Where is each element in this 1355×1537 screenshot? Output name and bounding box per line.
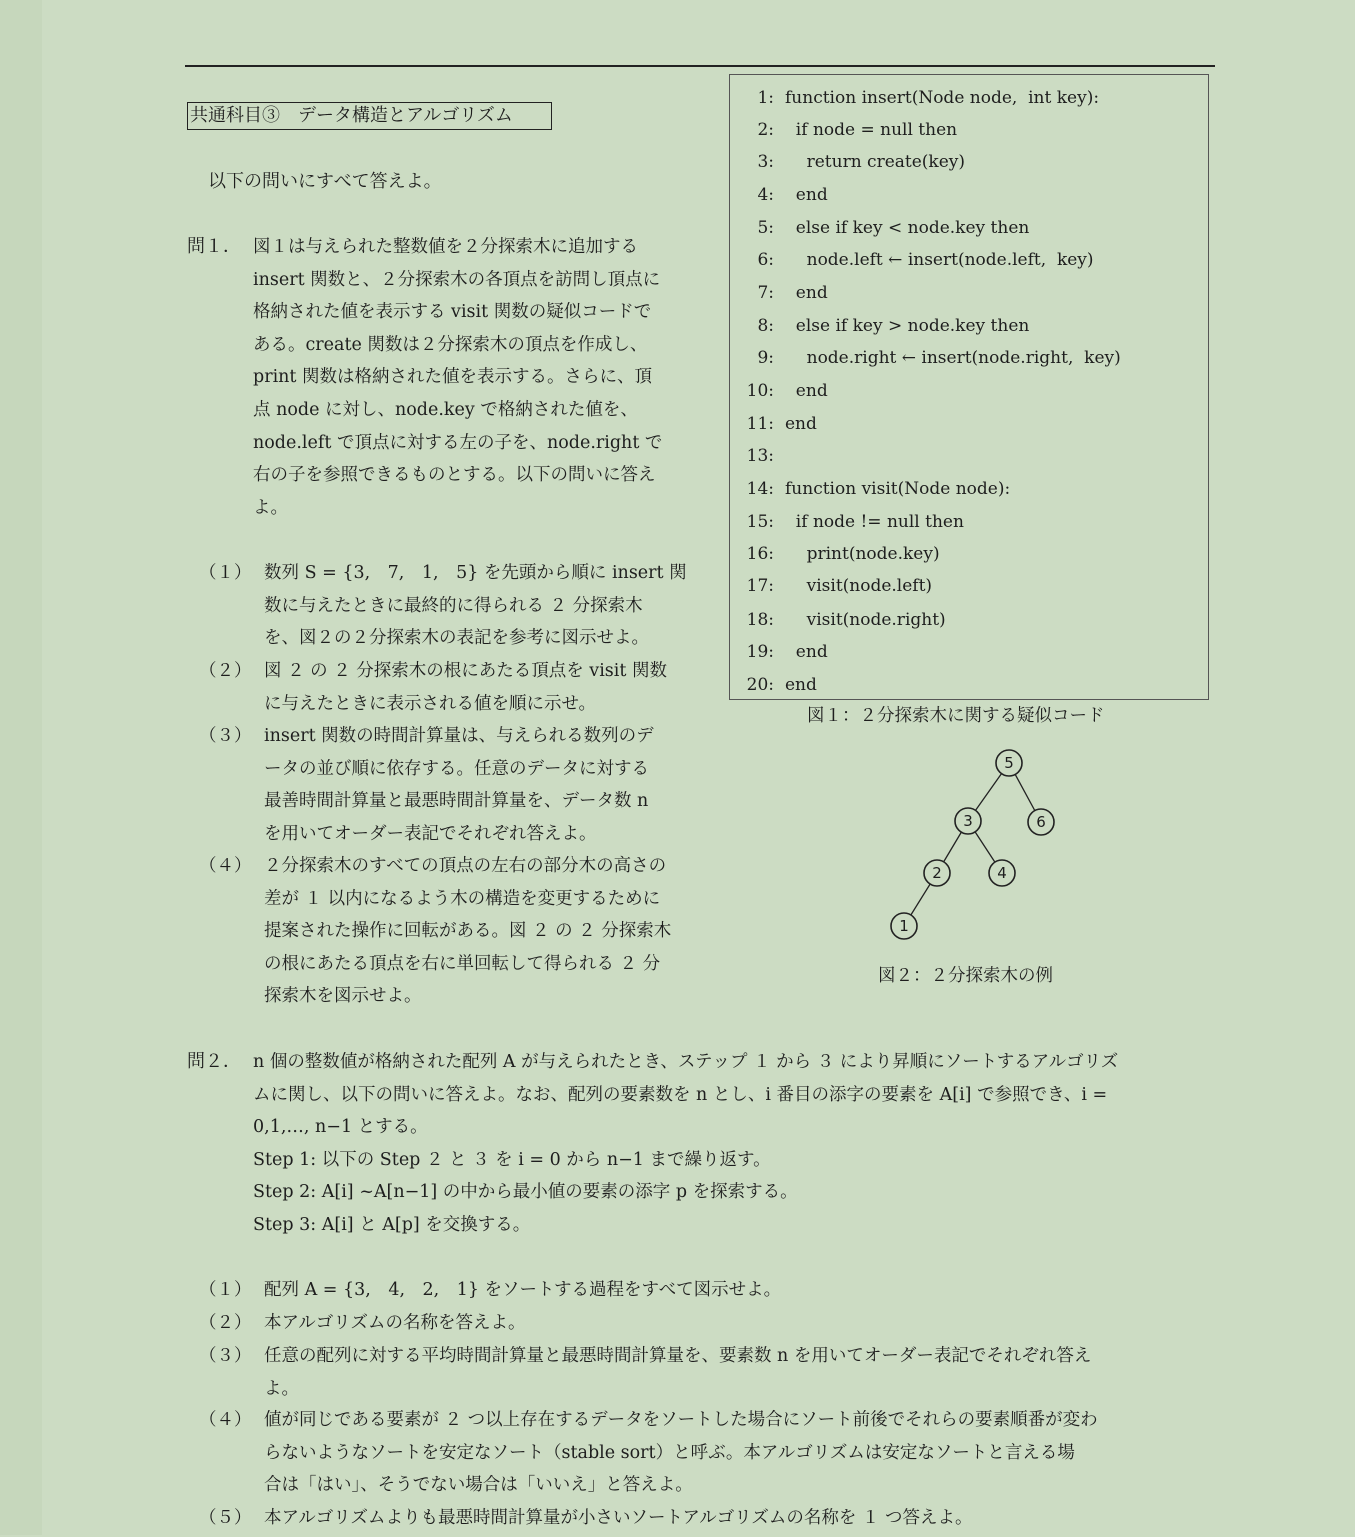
- code-line: 9: node.right ← insert(node.right, key): [757, 348, 1121, 368]
- bst-diagram: [880, 745, 1080, 945]
- q1-line: 右の子を参照できるものとする。以下の問いに答え: [253, 465, 656, 486]
- code-line: 20: end: [746, 675, 817, 695]
- sub-number: （４）: [199, 1410, 252, 1430]
- sub-line: 提案された操作に回転がある。図 ２ の ２ 分探索木: [264, 921, 672, 942]
- sub-number: （２）: [199, 1313, 252, 1333]
- sub-number: （１）: [199, 1280, 252, 1300]
- sub-line: 配列 A = {3, 4, 2, 1} をソートする過程をすべて図示せよ。: [264, 1280, 782, 1300]
- tree-node-label: 5: [1004, 754, 1014, 772]
- q1-line: よ。: [253, 497, 288, 518]
- q2-step: Step 2: A[i] ~A[n−1] の中から最小値の要素の添字 p を探索する。: [253, 1182, 798, 1203]
- sub-line: に与えたときに表示される値を順に示せ。: [264, 693, 596, 714]
- q2-line: ムに関し、以下の問いに答えよ。なお、配列の要素数を n とし、i 番目の添字の要素を A[i] で参照でき、i =: [253, 1084, 1108, 1105]
- code-line: 3: return create(key): [757, 152, 966, 172]
- page-margin: [0, 0, 42, 1535]
- sub-line: の根にあたる頂点を右に単回転して得られる ２ 分: [264, 953, 661, 974]
- sub-line: ータの並び順に依存する。任意のデータに対する: [264, 758, 649, 779]
- code-line: 6: node.left ← insert(node.left, key): [757, 250, 1094, 270]
- q2-step: Step 1: 以下の Step ２ と ３ を i = 0 から n−1 まで繰り返す。: [253, 1149, 771, 1170]
- sub-line: よ。: [264, 1378, 299, 1399]
- pseudocode-box: [729, 74, 1209, 700]
- q2-line: 0,1,…, n−1 とする。: [253, 1117, 428, 1138]
- sub-line: 最善時間計算量と最悪時間計算量を、データ数 n: [264, 791, 649, 812]
- tree-node-label: 4: [997, 864, 1007, 882]
- code-line: 14: function visit(Node node):: [746, 479, 1011, 499]
- code-line: 19: end: [746, 642, 828, 662]
- sub-number: （２）: [199, 661, 252, 681]
- q1-line: 点 node に対し、node.key で格納された値を、: [253, 399, 638, 420]
- sub-line: 本アルゴリズムの名称を答えよ。: [264, 1313, 526, 1333]
- intro-text: 以下の問いにすべて答えよ。: [208, 171, 442, 192]
- sub-line: 合は「はい」、そうでない場合は「いいえ」と答えよ。: [264, 1475, 693, 1496]
- q2-body: [253, 1048, 1118, 1244]
- q1-line: print 関数は格納された値を表示する。さらに、頂: [253, 367, 653, 388]
- code-line: 11: end: [746, 414, 817, 434]
- sub-line: 本アルゴリズムよりも最悪時間計算量が小さいソートアルゴリズムの名称を １ つ答えよ。: [264, 1508, 973, 1528]
- sub-line: を用いてオーダー表記でそれぞれ答えよ。: [264, 823, 597, 844]
- sub-line: ２分探索木のすべての頂点の左右の部分木の高さの: [264, 856, 667, 876]
- code-line: 10: end: [746, 381, 828, 401]
- q2-line: n 個の整数値が格納された配列 A が与えられたとき、ステップ １ から ３ により昇順にソートするアルゴリズ: [253, 1052, 1119, 1072]
- code-line: 4: end: [757, 185, 828, 205]
- code-line: 8: else if key > node.key then: [757, 316, 1030, 336]
- tree-node-label: 3: [963, 812, 973, 830]
- code-line: 17: visit(node.left): [746, 576, 933, 596]
- sub-line: insert 関数の時間計算量は、与えられる数列のデ: [264, 726, 654, 746]
- sub-line: 差が １ 以内になるよう木の構造を変更するために: [264, 888, 661, 909]
- code-line: 15: if node != null then: [746, 512, 964, 532]
- sub-line: 図 ２ の ２ 分探索木の根にあたる頂点を visit 関数: [264, 661, 667, 681]
- code-line: 18: visit(node.right): [746, 610, 946, 630]
- tree-node-label: 6: [1036, 813, 1046, 831]
- sub-line: 数列 S = {3, 7, 1, 5} を先頭から順に insert 関: [264, 563, 687, 583]
- tree-node-label: 1: [899, 917, 909, 935]
- q1-body: [253, 233, 662, 526]
- sub-number: （３）: [199, 726, 252, 746]
- q1-line: insert 関数と、２分探索木の各頂点を訪問し頂点に: [253, 269, 661, 290]
- q1-line: node.left で頂点に対する左の子を、node.right で: [253, 432, 663, 453]
- sub-line: 任意の配列に対する平均時間計算量と最悪時間計算量を、要素数 n を用いてオーダー表記でそれぞれ答え: [264, 1346, 1092, 1366]
- q1-line: 図１は与えられた整数値を２分探索木に追加する: [253, 237, 638, 257]
- figure-1-caption: 図１：２分探索木に関する疑似コード: [807, 706, 1105, 726]
- sub-line: 数に与えたときに最終的に得られる ２ 分探索木: [264, 595, 643, 616]
- sub-line: 値が同じである要素が ２ つ以上存在するデータをソートした場合にソート前後でそれらの要素順番が変わ: [264, 1410, 1098, 1430]
- sub-number: （１）: [199, 563, 252, 583]
- q1-line: 格納された値を表示する visit 関数の疑似コードで: [253, 302, 652, 323]
- header-rule: [185, 65, 1215, 67]
- figure-2-caption: 図２：２分探索木の例: [878, 966, 1053, 986]
- sub-line: らないようなソートを安定なソート（stable sort）と呼ぶ。本アルゴリズムは安定なソートと言える場: [264, 1442, 1075, 1463]
- code-line: 16: print(node.key): [746, 544, 940, 564]
- sub-number: （５）: [199, 1508, 252, 1528]
- q1-label: 問１．: [187, 236, 241, 257]
- sub-line: 探索木を図示せよ。: [264, 986, 422, 1007]
- section-heading: 共通科目③ データ構造とアルゴリズム: [187, 102, 552, 130]
- sub-number: （４）: [199, 856, 252, 876]
- q2-label: 問２．: [187, 1051, 241, 1072]
- code-line: 13:: [746, 446, 774, 466]
- code-line: 5: else if key < node.key then: [757, 218, 1030, 238]
- tree-node-label: 2: [932, 864, 942, 882]
- q1-line: ある。create 関数は２分探索木の頂点を作成し、: [253, 334, 648, 355]
- q2-step: Step 3: A[i] と A[p] を交換する。: [253, 1214, 531, 1235]
- code-line: 2: if node = null then: [757, 120, 958, 140]
- code-line: 7: end: [757, 283, 828, 303]
- sub-line: を、図２の２分探索木の表記を参考に図示せよ。: [264, 628, 649, 649]
- sub-number: （３）: [199, 1346, 252, 1366]
- code-line: 1: function insert(Node node, int key):: [757, 88, 1100, 108]
